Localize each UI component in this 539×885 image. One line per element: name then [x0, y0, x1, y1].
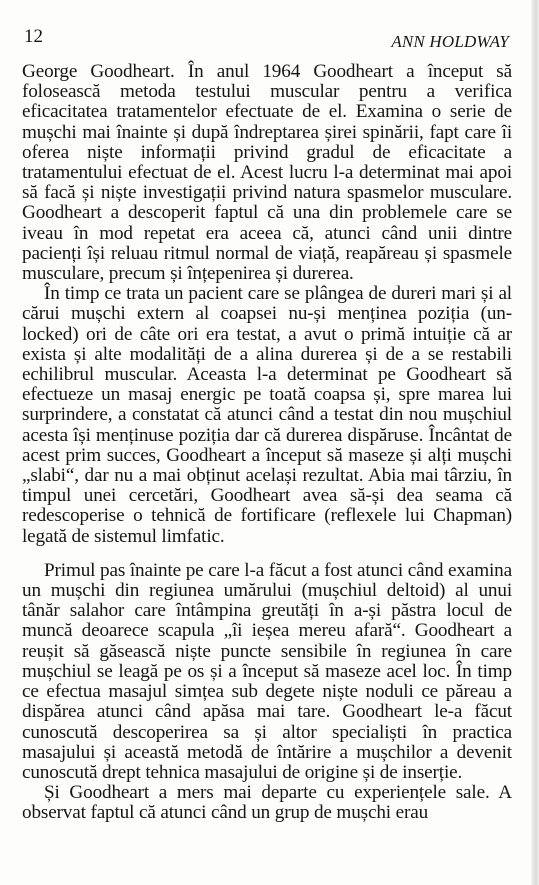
paragraph-4: Și Goodheart a mers mai departe cu experiențele sale. A observat faptul că atunci când un grup de mușchi erau [22, 782, 512, 824]
running-head-author: ANN HOLDWAY [391, 32, 509, 51]
page-edge-shadow [531, 0, 539, 885]
paragraph-2: În timp ce trata un pacient care se plângea de dureri mari și al cărui mușchi extern al coapsei nu-și menținea poziția (un-locked) ori de câte ori era testat, a avut o primă intuiție că ar exista și alte modalități de a alina durerea și de a se restabili echilibrul muscular. Aceasta l-a determinat pe Goodheart să efectueze un masaj energic pe toată coapsa și, spre marea lui surprindere, a constatat că atunci când a testat din nou mușchiul acesta își menținuse poziția dar că durerea dispăruse. Încântat de acest prim succes, Goodheart a început să maseze și alți mușchi „slabi“, dar nu a mai obținut același rezultat. Abia mai târziu, în timpul unei cercetări, Goodheart avea să-și dea seama că redescoperise o tehnică de fortificare (reflexele lui Chapman) legată de sistemul limfatic. [22, 283, 512, 547]
body-text [22, 62, 512, 824]
paragraph-1: George Goodheart. În anul 1964 Goodheart a început să folosească metoda testului muscular pentru a verifica eficacitatea tratamentelor efectuate de el. Examina o serie de mușchi mai înainte și după îndreptarea șirei spinării, fapt care îi oferea niște informații privind gradul de eficacitate a tratamentului efectuat de el. Acest lucru l-a determinat mai apoi să facă și niște investigații privind natura spasmelor musculare. Goodheart a descoperit faptul că una din problemele care se iveau în mod repetat era aceea că, atunci când unii dintre pacienți își reluau ritmul normal de viață, reapăreau și spasmele musculare, precum și înțepenirea și durerea. [22, 61, 512, 285]
page-number: 12 [24, 26, 43, 47]
paragraph-3: Primul pas înainte pe care l-a făcut a fost atunci când examina un mușchi din regiunea umărului (mușchiul deltoid) al unui tânăr salahor care întâmpina greutăți în a-și păstra locul de muncă deoarece scapula „îi ieșea mereu afară“. Goodheart a reușit să găsească niște puncte sensibile în regiunea în care mușchiul se leagă pe os și a început să maseze acel loc. În timp ce efectua masajul simțea sub degete niște noduli ce păreau a dispărea atunci când apăsa mai tare. Goodheart le-a făcut cunoscută descoperirea sa și altor specialiști în practica masajului și această metodă de întărire a mușchilor a devenit cunoscută drept tehnica masajului de origine și de inserție. [22, 559, 512, 783]
